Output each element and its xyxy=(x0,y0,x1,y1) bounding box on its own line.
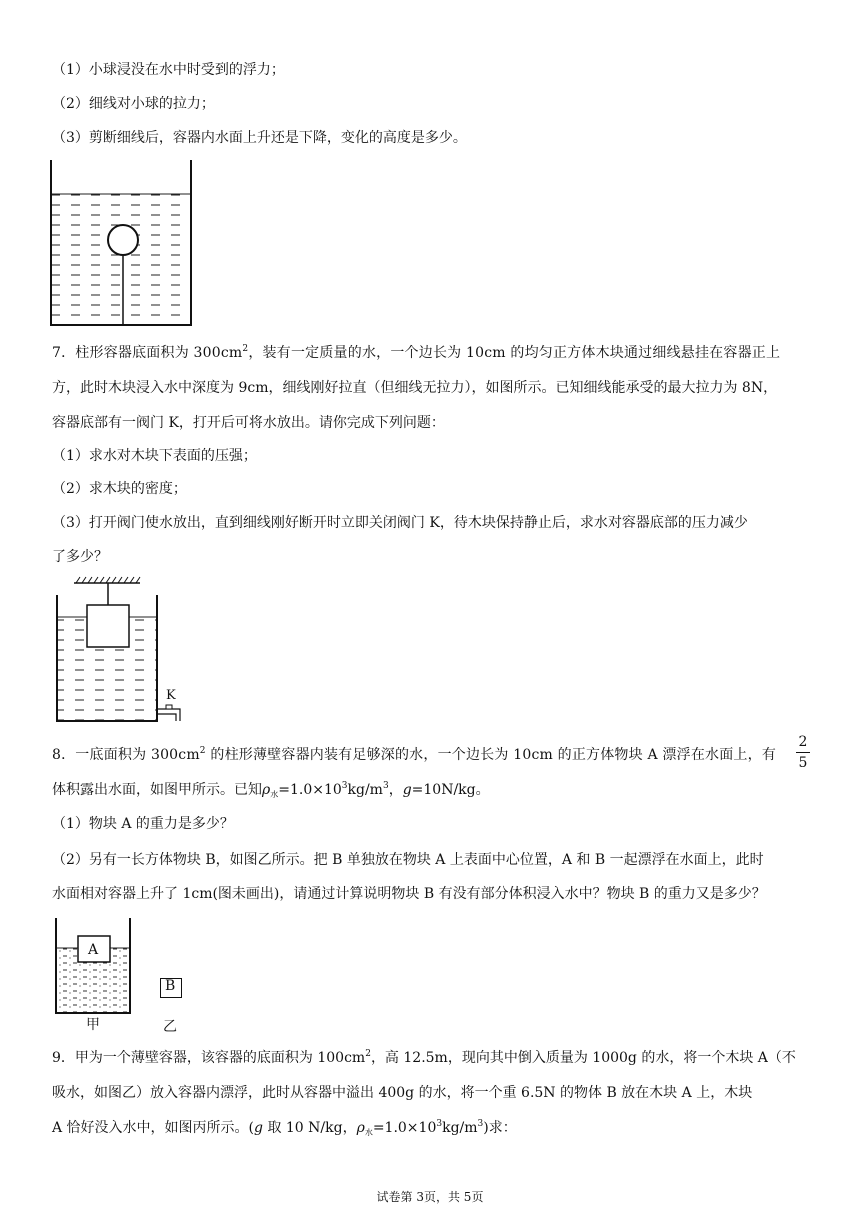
block-a-label: A xyxy=(88,942,99,958)
q8-sub1: （1）物块 A 的重力是多少？ xyxy=(52,816,234,832)
q8-sub2-line2: 水面相对容器上升了 1cm(图未画出)，请通过计算说明物块 B 有没有部分体积浸入水中？物块 B 的重力又是多少？ xyxy=(52,886,766,902)
q6-sub3: （3）剪断细线后，容器内水面上升还是下降，变化的高度是多少。 xyxy=(52,130,467,146)
valve-k-label: K xyxy=(166,688,176,703)
q7-line3: 容器底部有一阀门 K，打开后可将水放出。请你完成下列问题： xyxy=(52,415,445,431)
q8-sub2-line1: （2）另有一长方体物块 B，如图乙所示。把 B 单独放在物块 A 上表面中心位置，A 和 B 一起漂浮在水面上，此时 xyxy=(52,852,764,868)
q8-figure-jia xyxy=(52,918,136,1016)
q6-sub2: （2）细线对小球的拉力； xyxy=(52,96,215,112)
q8-line1: 8．一底面积为 $300cm^2$ 的柱形薄壁容器内装有足够深的水，一个边长为 10cm 的正方体物块 A 漂浮在水面上，有 xyxy=(52,746,777,763)
q7-sub3-line2: 了多少？ xyxy=(52,549,108,565)
ceiling-hatch xyxy=(74,577,140,583)
q9-line3: A 恰好没入水中，如图丙所示。(g 取 10 N/kg，$\rho_水=1.0\times 10^3kg/m^3$)求： xyxy=(52,1119,517,1137)
label-jia: 甲 xyxy=(86,1017,100,1033)
page-footer: 试卷第 3页，共 5页 xyxy=(376,1190,484,1204)
q9-line1: 9．甲为一个薄壁容器，该容器的底面积为 $100cm^2$，高 12.5m，现向其中倒入质量为 1000g 的水，将一个木块 A（不 xyxy=(52,1049,796,1066)
q7-sub2: （2）求木块的密度； xyxy=(52,481,187,497)
q6-sub1: （1）小球浸没在水中时受到的浮力； xyxy=(52,62,285,78)
q7-line2: 方，此时木块浸入水中深度为 9cm，细线刚好拉直（但细线无拉力），如图所示。已知细线能承受的最大拉力为 8N， xyxy=(52,380,778,396)
q6-figure xyxy=(48,160,198,328)
q9-line2: 吸水，如图乙）放入容器内漂浮，此时从容器中溢出 400g 的水，将一个重 6.5N 的物体 B 放在木块 A 上，木块 xyxy=(52,1085,753,1101)
q8-line2: 体积露出水面，如图甲所示。已知$\rho_水=1.0\times 10^3kg/m^3$，g=10N/kg。 xyxy=(52,781,490,799)
fraction-two-fifths: 2 5 xyxy=(796,734,810,771)
valve-k xyxy=(157,705,180,721)
q7-line1: 7．柱形容器底面积为 $300cm^2$，装有一定质量的水，一个边长为 10cm 的均匀正方体木块通过细线悬挂在容器正上 xyxy=(52,344,781,361)
q7-sub1: （1）求水对木块下表面的压强； xyxy=(52,448,257,464)
block-b-label: B xyxy=(165,978,176,994)
q7-sub3-line1: （3）打开阀门使水放出，直到细线刚好断开时立即关闭阀门 K，待木块保持静止后，求水对容器底部的压力减少 xyxy=(52,515,748,531)
label-yi: 乙 xyxy=(163,1019,177,1035)
